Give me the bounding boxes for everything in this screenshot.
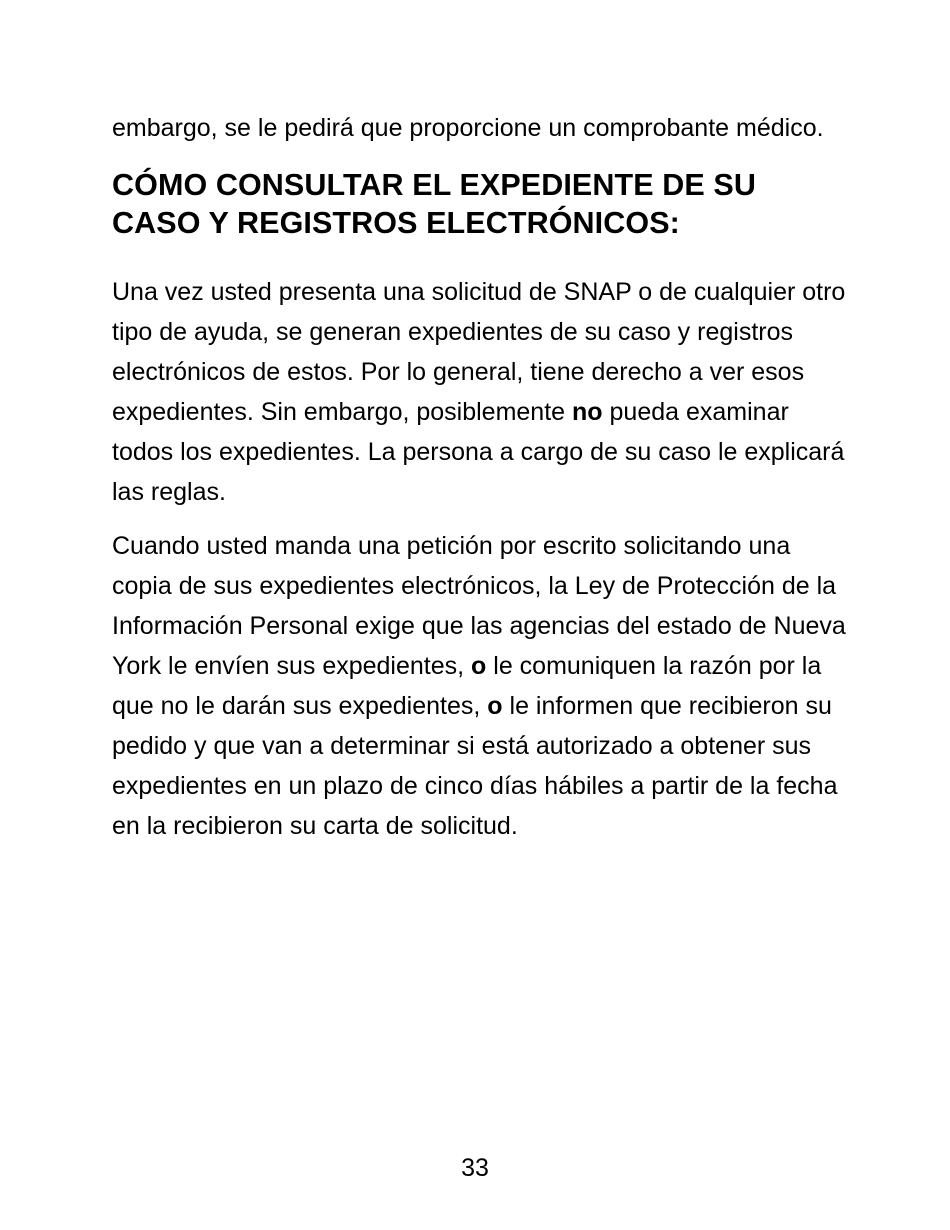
section-heading: CÓMO CONSULTAR EL EXPEDIENTE DE SU CASO Y REGISTROS ELECTRÓNICOS: xyxy=(112,168,756,240)
paragraph-text: le informen que recibieron su pedido y que van a determinar si está autorizado a obtener sus expedientes en un plazo de cinco días hábiles a partir de la fecha en la recibieron su carta de solicitud. xyxy=(112,692,838,840)
paragraph-case-records xyxy=(112,272,852,512)
emphasis-no: no xyxy=(572,398,603,426)
paragraph-text: Cuando usted manda una petición por escrito solicitando una copia de sus expedientes electrónicos, la Ley de Protección de la Información Personal exige que las agencias del estado de Nueva York le envíen sus expedientes, xyxy=(112,532,846,680)
paragraph-privacy-law xyxy=(112,526,852,846)
intro-paragraph: embargo, se le pedirá que proporcione un comprobante médico. xyxy=(112,114,824,142)
paragraph-text: pueda examinar todos los expedientes. La persona a cargo de su caso le explicará las reglas. xyxy=(112,398,845,506)
paragraph-text: le comuniquen la razón por la que no le darán sus expedientes, xyxy=(112,652,822,720)
page-number: 33 xyxy=(461,1154,489,1182)
paragraph-text: Una vez usted presenta una solicitud de SNAP o de cualquier otro tipo de ayuda, se generan expedientes de su caso y registros electrónicos de estos. Por lo general, tiene derecho a ver esos expedientes. Sin embargo, posiblemente xyxy=(112,278,846,426)
emphasis-o: o xyxy=(471,652,487,680)
emphasis-o: o xyxy=(487,692,503,720)
document-body xyxy=(112,108,852,846)
